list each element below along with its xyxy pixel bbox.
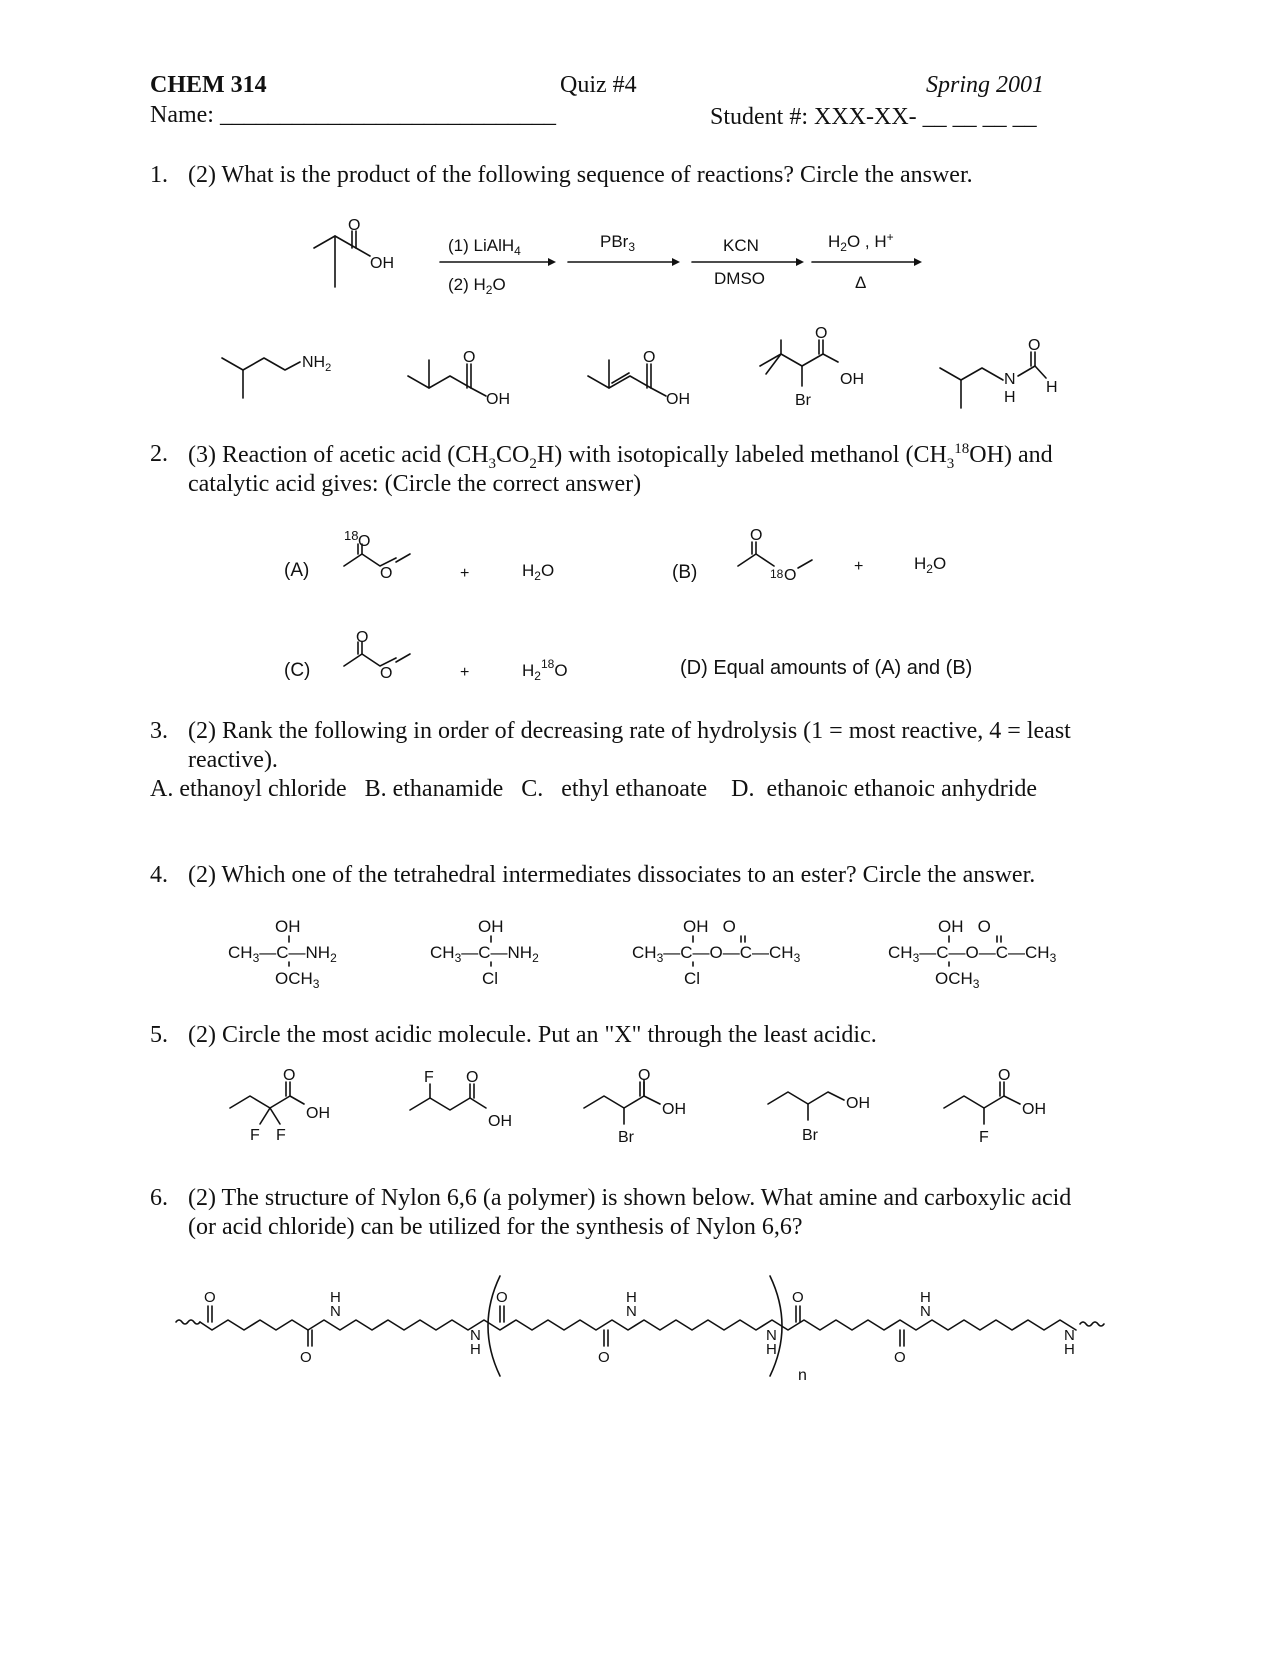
label-b: (B) [672,562,698,583]
q4-intermediate-2[interactable] [430,917,539,988]
atom-oh: OH [486,391,510,408]
reagent-pbr3: PBr$_3$ [600,232,636,254]
svg-text:O: O [300,1349,312,1366]
svg-text:N: N [766,1327,777,1344]
svg-text:CH3—C—O—C—CH3: $CH_3—C—O—C—CH_3$ [888,943,1057,965]
water-18: $H_2^{18}O$ [522,657,568,683]
svg-text:OH O: OH O [938,917,991,936]
q1-starting-material [314,217,394,287]
svg-text:H: H [330,1289,341,1306]
svg-text:Cl: Cl [482,969,499,988]
atom-oh: OH [370,255,394,272]
atom-o: O [356,629,369,646]
atom-o: O [815,325,828,342]
q4-intermediate-3[interactable] [632,917,801,988]
svg-text:OH O: OH O [683,917,736,936]
q6-line2: (or acid chloride) can be utilized for the synthesis of Nylon 6,6? [188,1214,803,1240]
svg-text:Br: Br [618,1129,634,1146]
svg-text:CH3—C—O—C—CH3: $CH_3—C—O—C—CH_3$ [632,943,801,965]
q1-reagents [440,230,922,297]
q2-line2: catalytic acid gives: (Circle the correct answer) [188,471,642,497]
svg-text:O: O [466,1069,479,1086]
q6-line1: (2) The structure of Nylon 6,6 (a polymer) is shown below. What amine and carboxylic acid [188,1185,1072,1211]
q5-number: 5. [150,1022,168,1048]
svg-text:O: O [792,1289,804,1306]
atom-br: Br [795,392,811,409]
svg-text:O: O [638,1067,651,1084]
q3-number: 3. [150,718,168,744]
isotope-label: 18 [770,567,784,581]
name-label: Name: [150,102,220,128]
svg-text:OH: OH [488,1113,512,1130]
svg-text:F: F [276,1127,286,1144]
q3-line2: reactive). [188,747,278,773]
reagent-h3o: $H_2O$ , H+ [828,230,894,254]
atom-oh: OH [666,391,690,408]
svg-text:H: H [1064,1341,1075,1358]
svg-text:N: N [1064,1327,1075,1344]
q2-number: 2. [150,441,168,467]
atom-h: H [1046,379,1058,396]
svg-text:O: O [496,1289,508,1306]
course-title: CHEM 314 [150,72,267,98]
atom-h: H [1004,389,1016,406]
svg-text:F: F [250,1127,260,1144]
atom-oh: OH [840,371,864,388]
q3-options: A. ethanoyl chloride B. ethanamide C. ethyl ethanoate D. ethanoic ethanoic anhydride [150,776,1038,802]
atom-o: O [358,533,371,550]
svg-text:CH3—C—NH2: $CH_3—C—NH_2$ [228,943,337,965]
svg-text:F: F [424,1069,434,1086]
q1-option-formamide[interactable] [940,337,1058,408]
svg-text:O: O [998,1067,1011,1084]
term: Spring 2001 [926,72,1045,98]
svg-text:O: O [204,1289,216,1306]
svg-text:H: H [920,1289,931,1306]
svg-text:OCH3: $OCH_3$ [275,969,320,991]
svg-text:H: H [470,1341,481,1358]
q1-text: (2) What is the product of the following sequence of reactions? Circle the answer. [188,162,973,188]
atom-o: O [348,217,361,234]
q5-molecule-fluoro-acid[interactable] [410,1069,512,1130]
q1-number: 1. [150,162,168,188]
atom-n: N [1004,371,1016,388]
plus-sign: + [460,565,470,582]
svg-text:OH: OH [1022,1101,1046,1118]
svg-text:OH: OH [846,1095,870,1112]
q2-option-c[interactable] [284,629,568,683]
water: $H_2O$ [914,554,947,576]
svg-text:Cl: Cl [684,969,701,988]
atom-o: O [750,527,763,544]
q1-option-unsat-acid[interactable] [588,349,690,408]
quiz-number: Quiz #4 [560,72,637,98]
q4-intermediate-1[interactable] [228,917,337,991]
name-blank[interactable]: ____________________________ [219,102,556,128]
svg-text:F: F [979,1129,989,1146]
svg-text:O: O [598,1349,610,1366]
svg-text:N: N [470,1327,481,1344]
reagent-h2o: (2) $H_2O$ [448,275,506,297]
q6-nylon-structure [176,1276,1104,1384]
student-number[interactable]: Student #: XXX-XX- __ __ __ __ [710,104,1037,130]
atom-o: O [643,349,656,366]
svg-text:Br: Br [802,1127,818,1144]
q3-line1: (2) Rank the following in order of decreasing rate of hydrolysis (1 = most reactive, 4 = least [188,718,1071,744]
label-c: (C) [284,660,311,681]
reagent-lialh4: (1) LiAlH$_4$ [448,236,521,258]
q5-molecule-bromo-alcohol[interactable] [768,1092,870,1144]
svg-text:OH: OH [478,917,504,936]
plus-sign: + [460,664,470,681]
q6-number: 6. [150,1185,168,1211]
q5-molecule-bromo-acid[interactable] [584,1067,686,1146]
reagent-dmso: DMSO [714,269,765,288]
atom-o: O [463,349,476,366]
atom-o: O [380,565,393,582]
label-a: (A) [284,560,310,581]
q5-molecule-difluoro-acid[interactable] [230,1067,330,1144]
svg-text:O: O [894,1349,906,1366]
q4-intermediate-4[interactable] [888,917,1057,991]
repeat-count: n [798,1367,807,1384]
q5-molecule-fluoro-acid-2[interactable] [944,1067,1046,1146]
atom-nh2: $NH_2$ [302,354,332,374]
svg-text:N: N [626,1303,637,1320]
svg-text:H: H [626,1289,637,1306]
svg-text:OH: OH [662,1101,686,1118]
q4-number: 4. [150,862,168,888]
atom-o: O [380,665,393,682]
reagent-kcn: KCN [723,236,759,255]
svg-text:OCH3: $OCH_3$ [935,969,980,991]
plus-sign: + [854,558,864,575]
q1-option-bromo-acid[interactable] [760,325,864,409]
svg-text:O: O [283,1067,296,1084]
svg-text:H: H [766,1341,777,1358]
svg-text:OH: OH [306,1105,330,1122]
q1-option-acid[interactable] [408,349,510,408]
q4-text: (2) Which one of the tetrahedral intermediates dissociates to an ester? Circle the answer. [188,862,1036,888]
atom-o: O [1028,337,1041,354]
svg-text:N: N [330,1303,341,1320]
isotope-label: 18 [344,528,359,543]
q2-option-d[interactable]: (D) Equal amounts of (A) and (B) [680,657,973,679]
water: $H_2O$ [522,561,555,583]
q2-option-a[interactable] [284,528,554,583]
q5-text: (2) Circle the most acidic molecule. Put an "X" through the least acidic. [188,1022,877,1048]
q1-option-amine[interactable] [222,354,331,398]
q2-option-b[interactable] [672,527,946,584]
q2-line1: (3) Reaction of acetic acid $(CH_3CO_2H)$ with isotopically labeled methanol $(CH_3^{18}OH)$ and [188,441,1053,472]
atom-o: O [784,567,797,584]
reagent-heat: Δ [855,273,867,292]
svg-text:N: N [920,1303,931,1320]
svg-text:OH: OH [275,917,301,936]
svg-text:CH3—C—NH2: $CH_3—C—NH_2$ [430,943,539,965]
